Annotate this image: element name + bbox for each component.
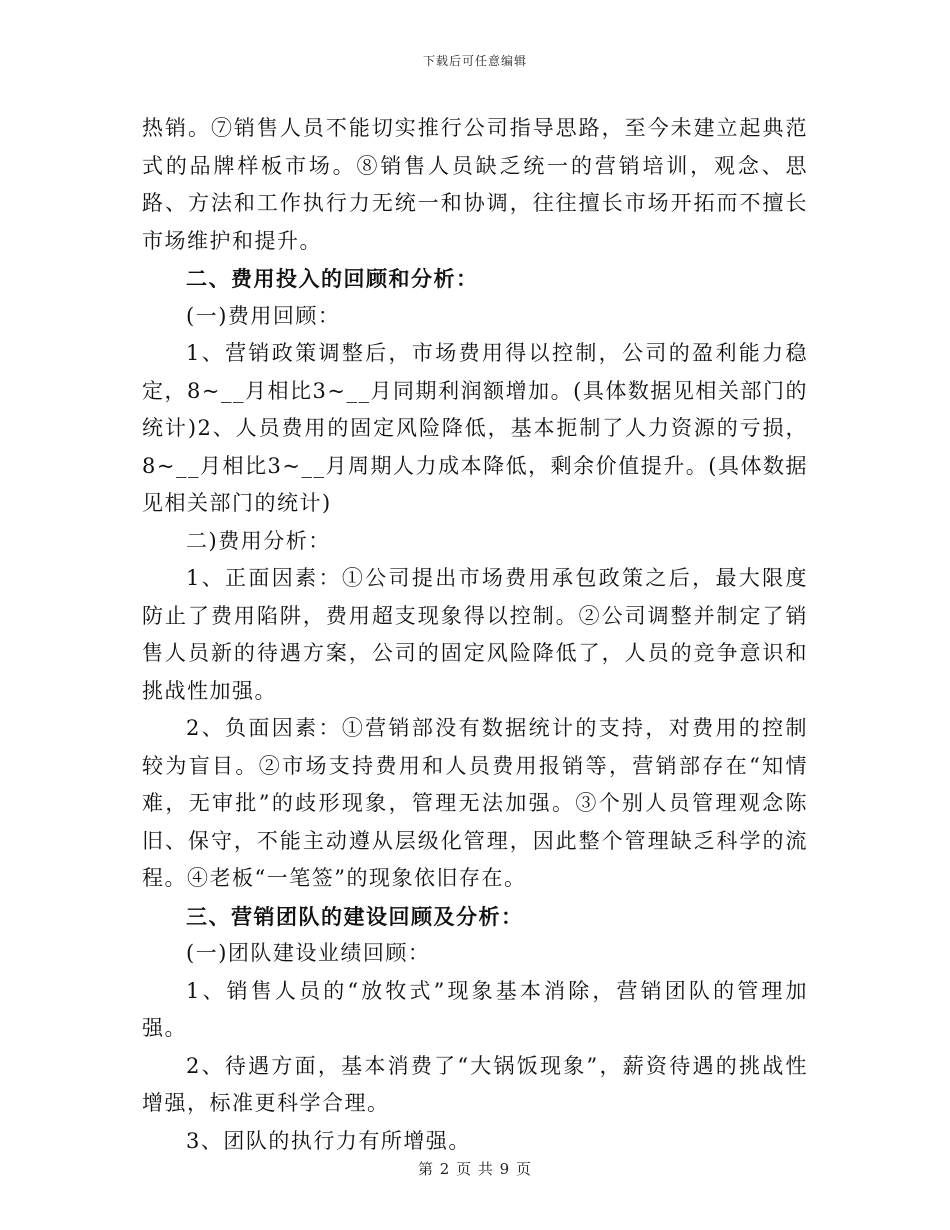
subheading-expense-analysis: 二)费用分析： [186,528,331,553]
paragraph-negative-factors: 2、负面因素：①营销部没有数据统计的支持，对费用的控制较为盲目。②市场支持费用和人员费用报销等，营销部存在“知情难，无审批”的歧形现象，管理无法加强。③个别人员管理观念陈旧、保守，不能主动遵从层级化管理，因此整个管理缺乏科学的流程。④老板“一笔签”的现象依旧存在。 [142,716,808,890]
paragraph-continuation: 热销。⑦销售人员不能切实推行公司指导思路，至今未建立起典范式的品牌样板市场。⑧销售人员缺乏统一的营销培训，观念、思路、方法和工作执行力无统一和协调，往往擅长市场开拓而不擅长市场维护和提升。 [142,116,808,253]
document-body [142,110,808,1160]
paragraph-team-item-3: 3、团队的执行力有所增强。 [186,1128,471,1153]
paragraph-team-item-1: 1、销售人员的“放牧式”现象基本消除，营销团队的管理加强。 [142,978,808,1040]
paragraph-expense-review: 1、营销政策调整后，市场费用得以控制，公司的盈利能力稳定，8~__月相比3~__月同期利润额增加。(具体数据见相关部门的统计)2、人员费用的固定风险降低，基本扼制了人力资源的亏损，8~__月相比3~__月周期人力成本降低，剩余价值提升。(具体数据见相关部门的统计) [142,341,808,515]
paragraph-positive-factors: 1、正面因素：①公司提出市场费用承包政策之后，最大限度防止了费用陷阱，费用超支现象得以控制。②公司调整并制定了销售人员新的待遇方案，公司的固定风险降低了，人员的竞争意识和挑战性加强。 [142,566,808,703]
paragraph-team-item-2: 2、待遇方面，基本消费了“大锅饭现象”，薪资待遇的挑战性增强，标准更科学合理。 [142,1053,808,1115]
page-footer: 第 2 页 共 9 页 [418,1160,532,1178]
subheading-expense-review: (一)费用回顾： [186,303,341,328]
page-header: 下载后可任意编辑 [422,54,527,68]
subheading-team-review: (一)团队建设业绩回顾： [186,941,431,965]
section-heading-2: 二、费用投入的回顾和分析： [186,266,479,291]
section-heading-3: 三、营销团队的建设回顾及分析： [186,903,524,929]
